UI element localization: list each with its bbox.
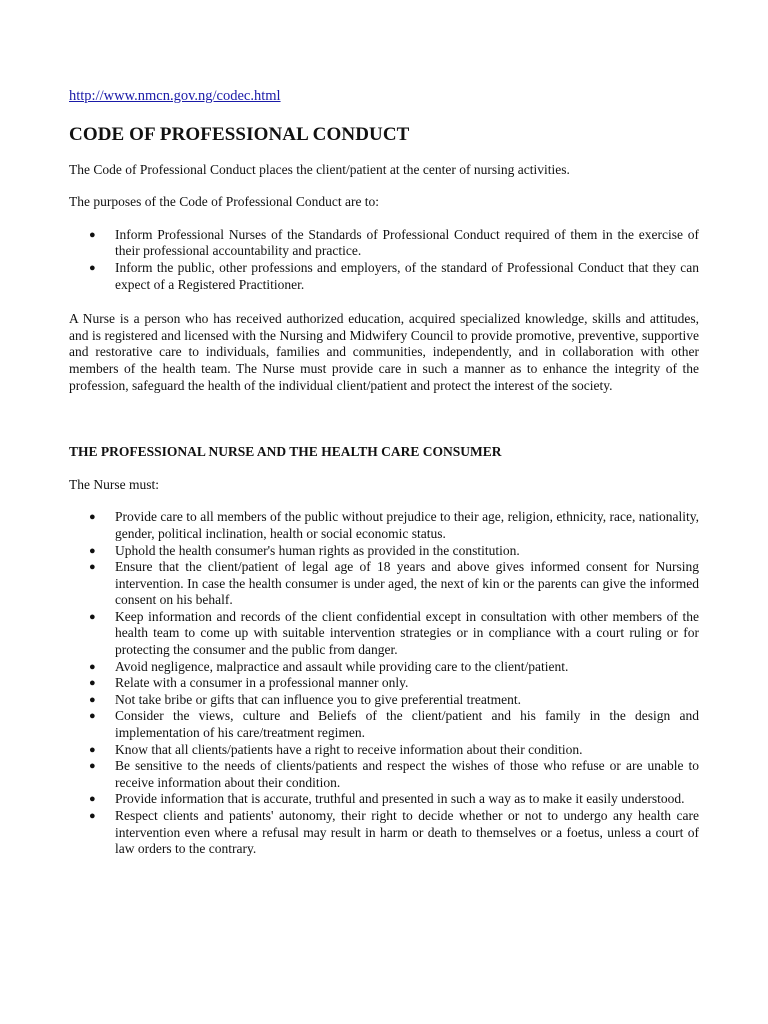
bullet-icon: ●: [89, 760, 96, 773]
bullet-icon: ●: [89, 677, 96, 690]
list-item-text: Inform the public, other professions and employers, of the standard of Professional Conduct that they can expect of a Registered Practitioner.: [115, 259, 699, 292]
list-item-text: Provide care to all members of the public without prejudice to their age, religion, ethnicity, race, nationality, gender, political inclination, health or social economic status.: [115, 509, 699, 541]
list-item-text: Not take bribe or gifts that can influence you to give preferential treatment.: [115, 691, 521, 707]
page-title: CODE OF PROFESSIONAL CONDUCT: [69, 123, 410, 145]
list-item: [69, 659, 699, 676]
list-item-text: Keep information and records of the client confidential except in consultation with other members of the health team to come up with suitable intervention strategies or in compliance with a court ruling or for protecting the consumer and the public from danger.: [115, 608, 699, 658]
bullet-icon: ●: [89, 810, 96, 822]
list-item: [69, 609, 699, 659]
list-item-text: Be sensitive to the needs of clients/patients and respect the wishes of those who refuse or are unable to receive information about their condition.: [115, 758, 699, 790]
list-item-text: Avoid negligence, malpractice and assault while providing care to the client/patient.: [115, 658, 569, 674]
duties-list: [69, 509, 699, 857]
list-item-text: Respect clients and patients' autonomy, their right to decide whether or not to undergo any health care intervention even where a refusal may result in harm or death to themselves or a foetus, unless a court of law orders to the contrary.: [115, 808, 699, 857]
bullet-icon: ●: [89, 693, 96, 706]
purposes-list: [69, 227, 699, 293]
list-item: [69, 708, 699, 741]
bullet-icon: ●: [89, 710, 96, 723]
intro-paragraph: The Code of Professional Conduct places the client/patient at the center of nursing activities.: [69, 161, 570, 177]
list-item: [69, 791, 699, 808]
bullet-icon: ●: [89, 610, 96, 623]
bullet-icon: ●: [89, 561, 96, 574]
list-item-text: Know that all clients/patients have a right to receive information about their condition.: [115, 741, 583, 757]
purposes-heading: The purposes of the Code of Professional Conduct are to:: [69, 194, 380, 210]
list-item: [69, 742, 699, 759]
list-item: [69, 260, 699, 293]
list-item: [69, 509, 699, 542]
list-item: [69, 692, 699, 709]
section-spacer: [69, 410, 699, 444]
list-item-text: Consider the views, culture and Beliefs of the client/patient and his family in the design and implementation of his care/treatment regimen.: [115, 708, 699, 741]
bullet-icon: ●: [89, 511, 96, 524]
document-page: [69, 88, 699, 876]
list-item: [69, 227, 699, 260]
list-item: [69, 808, 699, 858]
list-item-text: Provide information that is accurate, truthful and presented in such a way as to make it easily understood.: [115, 791, 685, 807]
section-heading: THE PROFESSIONAL NURSE AND THE HEALTH CARE CONSUMER: [69, 444, 502, 460]
list-item: [69, 559, 699, 609]
list-item-text: Inform Professional Nurses of the Standards of Professional Conduct required of them in the exercise of their professional accountability and practice.: [115, 226, 699, 259]
bullet-icon: ●: [89, 660, 96, 673]
source-link[interactable]: http://www.nmcn.gov.ng/codec.html: [69, 88, 281, 104]
bullet-icon: ●: [89, 793, 96, 806]
list-item: [69, 543, 699, 560]
bullet-icon: ●: [89, 544, 96, 557]
nurse-definition-paragraph: A Nurse is a person who has received authorized education, acquired specialized knowledge, skills and attitudes, and is registered and licensed with the Nursing and Midwifery Council to provide promotive, preventive, supportive and restorative care to individuals, families and communities, independently, and in collaboration with other members of the health team. The Nurse must provide care in such a manner as to enhance the integrity of the profession, safeguard the health of the individual client/patient and protect the interest of the society.: [69, 311, 699, 393]
bullet-icon: ●: [89, 743, 96, 756]
bullet-icon: ●: [89, 261, 96, 274]
nurse-must-label: The Nurse must:: [69, 476, 159, 492]
list-item-text: Uphold the health consumer's human rights as provided in the constitution.: [115, 542, 520, 558]
list-item: [69, 758, 699, 791]
list-item: [69, 675, 699, 692]
list-item-text: Ensure that the client/patient of legal age of 18 years and above gives informed consent for Nursing intervention. In case the health consumer is under aged, the next of kin or the parents can give the informed consent on his behalf.: [115, 559, 699, 608]
bullet-icon: ●: [89, 228, 96, 241]
list-item-text: Relate with a consumer in a professional manner only.: [115, 675, 409, 691]
